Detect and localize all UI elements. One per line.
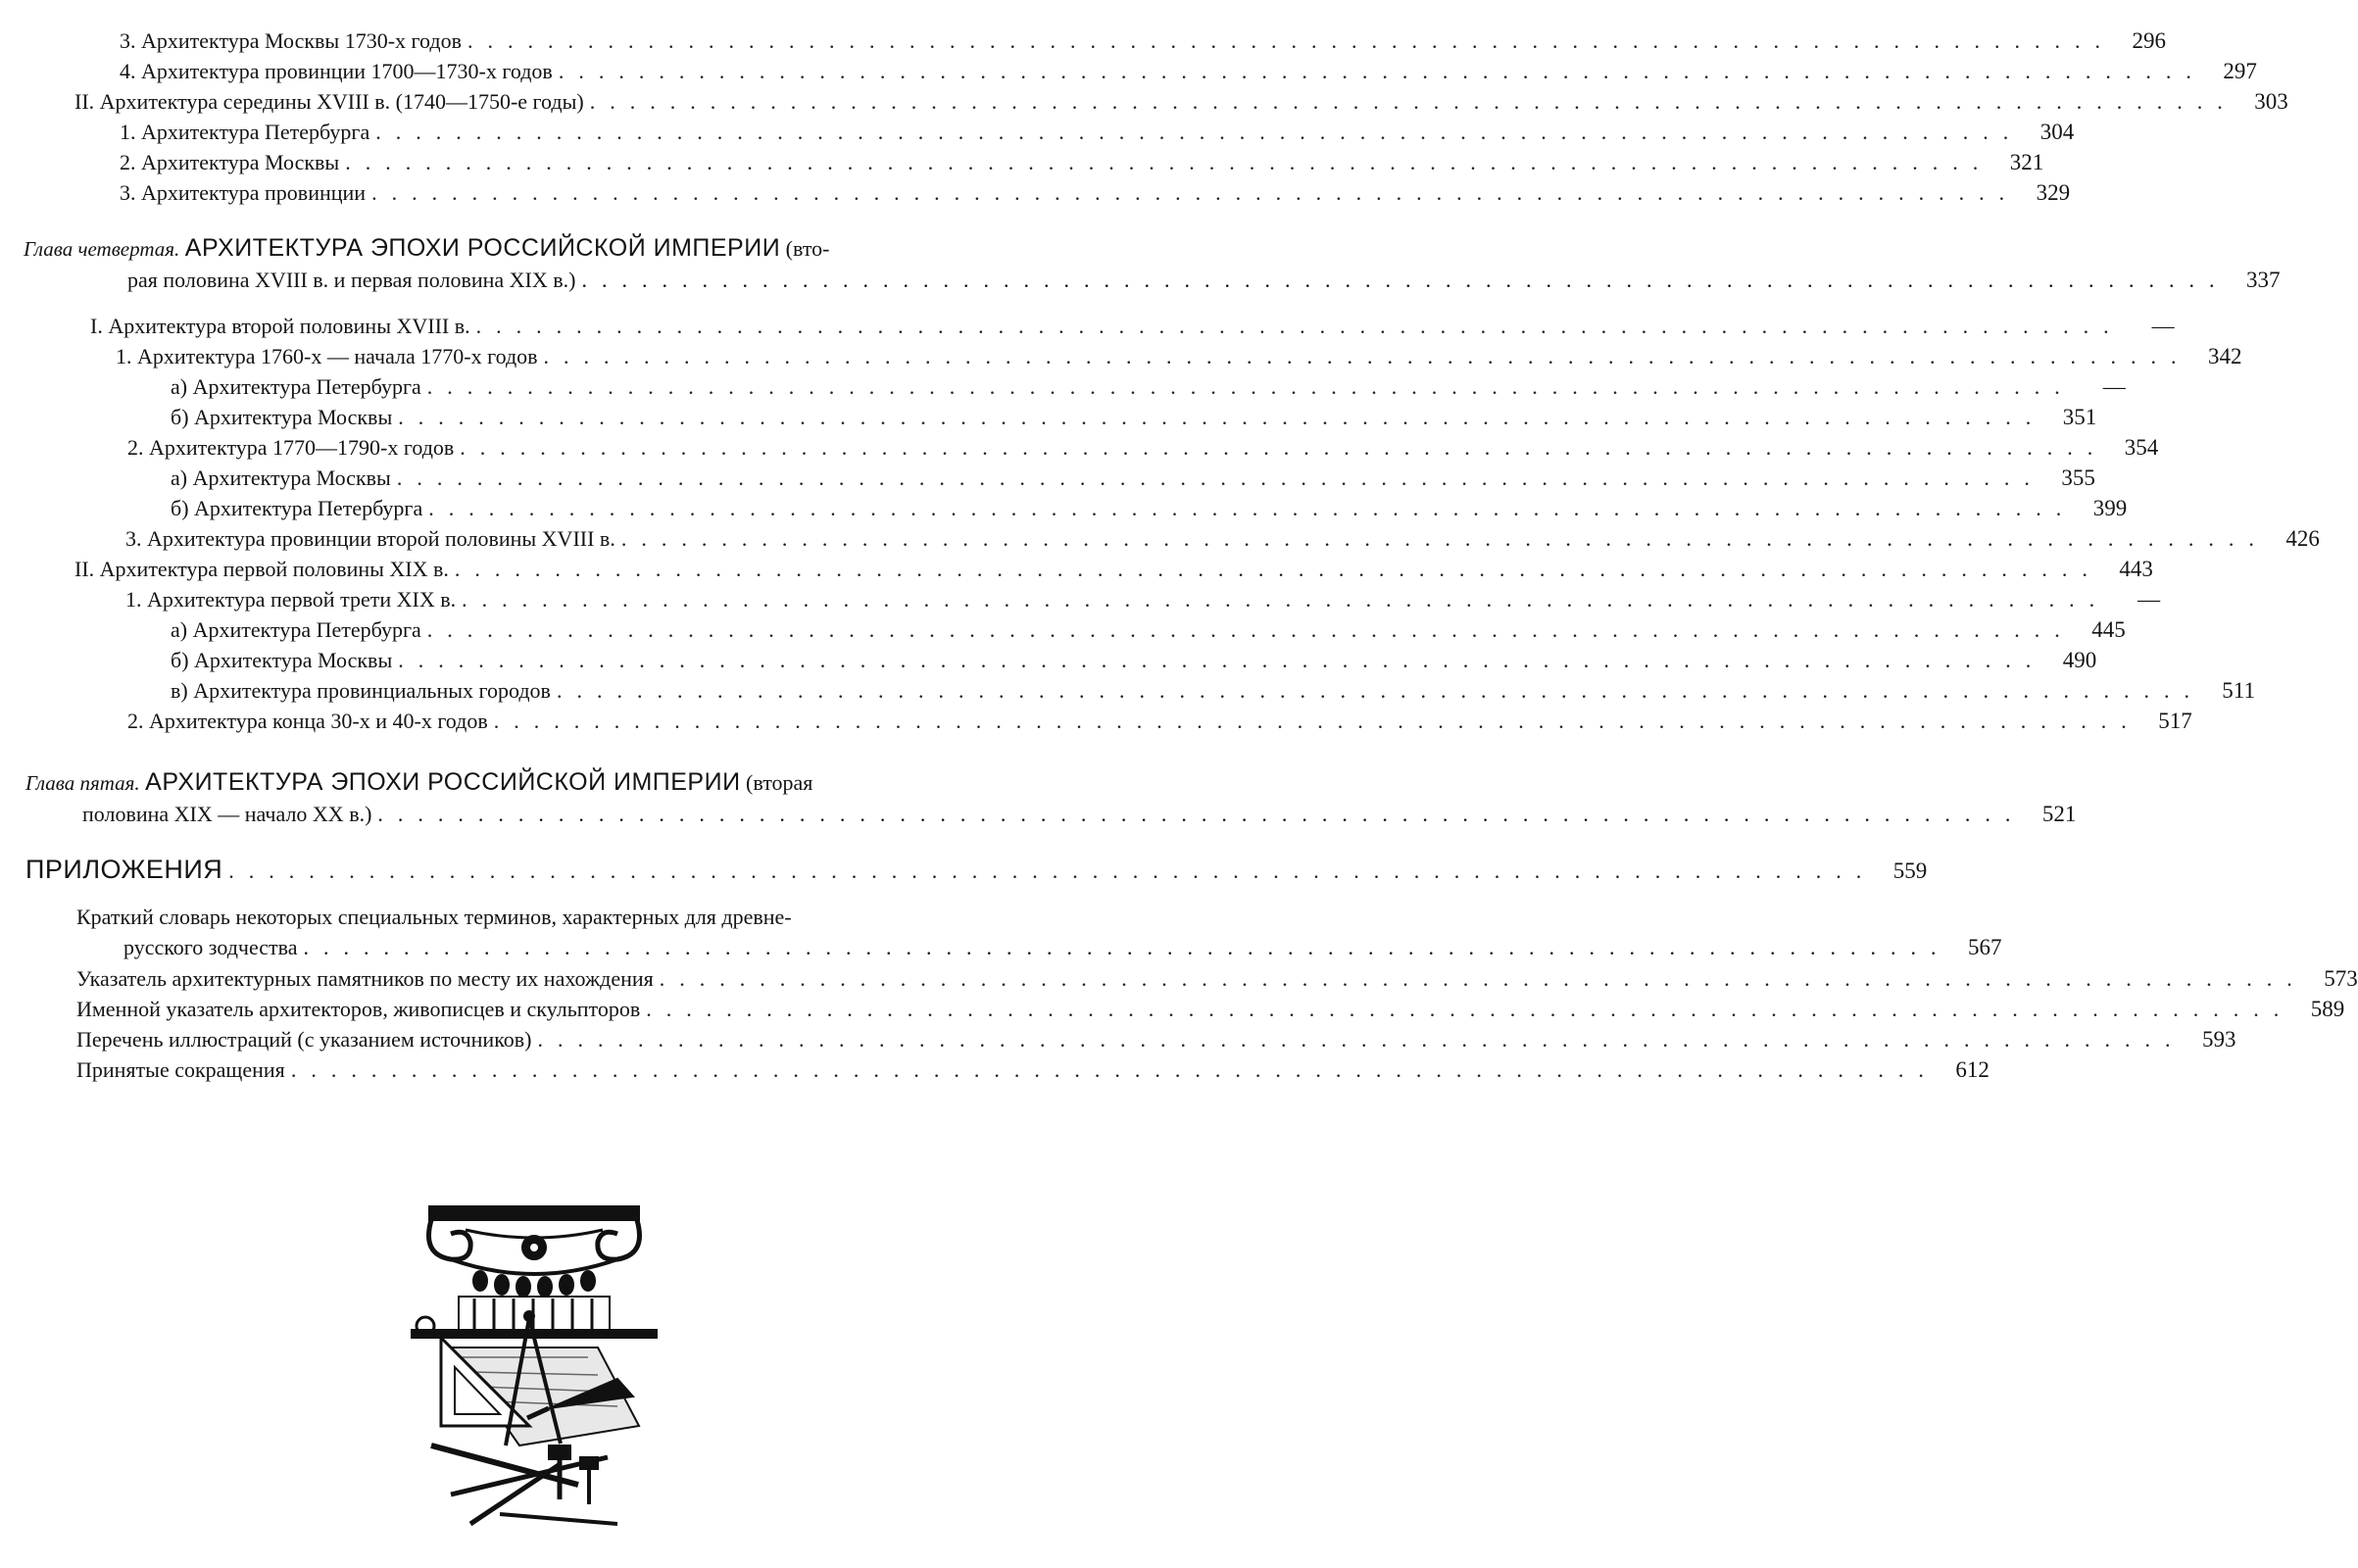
toc-entry-text: 3. Архитектура Москвы 1730-х годов [120,28,462,53]
toc-page-number: 517 [2158,709,2192,733]
leader-dots: .................................................................................. [467,28,2115,53]
toc-entry [171,614,2126,645]
leader-dots: .................................................................................. [493,709,2141,733]
toc-page-number: 351 [2062,405,2097,429]
toc-entry-text: а) Архитектура Москвы [171,466,391,490]
toc-entry [120,177,2071,208]
toc-page-number: 612 [1955,1057,1990,1082]
chapter-title-continued: половина XIX — начало XX в.) [82,802,372,826]
toc-entry [120,147,2044,177]
toc-entry [127,706,2192,736]
toc-entry [120,117,2075,147]
chapter-title: АРХИТЕКТУРА ЭПОХИ РОССИЙСКОЙ ИМПЕРИИ [145,768,741,796]
toc-entry [171,675,2255,706]
toc-page-number: 445 [2091,617,2126,642]
toc-page-number: 354 [2124,435,2159,460]
toc-entry-text: 2. Архитектура Москвы [120,150,340,174]
leader-dots: .................................................................................. [426,617,2075,642]
leader-dots: .................................................................................. [454,557,2102,581]
toc-page-number: 490 [2062,648,2097,672]
toc-entry-text: 3. Архитектура провинции второй половины XVIII в. [125,526,615,551]
toc-page-number: 593 [2202,1027,2236,1052]
toc-entry [171,463,2095,493]
toc-entry-text: 3. Архитектура провинции [120,180,367,205]
toc-entry-text: в) Архитектура провинциальных городов [171,678,551,703]
appendix-item-line: русского зодчества [123,935,298,959]
toc-entry-text: а) Архитектура Петербурга [171,617,421,642]
toc-page-number: 399 [2092,496,2128,520]
toc-page-number: 567 [1968,935,2002,959]
toc-entry-text: б) Архитектура Москвы [171,405,393,429]
leader-dots: .................................................................................. [462,587,2110,612]
leader-dots: .................................................................................. [589,89,2237,114]
toc-entry-text: б) Архитектура Петербурга [171,496,423,520]
leader-dots: .................................................................................. [377,802,2026,826]
toc-entry [74,554,2153,584]
toc-page-number: — [2137,587,2161,612]
appendix-item [76,1024,2236,1054]
toc-entry [74,86,2288,117]
chapter-label: Глава четвертая. [24,237,180,261]
leader-dots: .................................................................................. [398,405,2046,429]
chapter-title-tail: (вторая [746,770,813,795]
leader-dots: .................................................................................. [537,1027,2186,1052]
leader-dots: .................................................................................. [290,1057,1939,1082]
leader-dots: .................................................................................. [428,496,2077,520]
toc-entry-text: а) Архитектура Петербурга [171,374,421,399]
toc-entry [171,493,2128,523]
chapter-title: АРХИТЕКТУРА ЭПОХИ РОССИЙСКОЙ ИМПЕРИИ [184,234,781,262]
toc-entry-text: 1. Архитектура Петербурга [120,120,370,144]
toc-page-number: 559 [1892,858,1928,883]
toc-page-number: 426 [2285,526,2320,551]
toc-entry-text: 1. Архитектура первой трети XIX в. [125,587,457,612]
toc-page-number: 573 [2324,966,2358,991]
leader-dots: .................................................................................. [558,59,2206,83]
appendix-heading [25,855,1928,886]
toc-entry-text: б) Архитектура Москвы [171,648,393,672]
toc-entry [90,311,2175,341]
toc-page-number: 296 [2132,28,2166,53]
leader-dots: .................................................................................. [460,435,2108,460]
appendix-item-text: Именной указатель архитекторов, живописцев и скульпторов [76,997,641,1021]
toc-page-number: 511 [2222,678,2255,703]
ionic-capital-with-architect-tools-icon [412,1200,657,1534]
chapter-5-heading [25,767,2077,829]
toc-page-number: 304 [2039,120,2075,144]
toc-page-number: 589 [2310,997,2345,1021]
toc-entry-text: 4. Архитектура провинции 1700—1730-х годов [120,59,553,83]
appendix-item-line: Краткий словарь некоторых специальных терминов, характерных для древне- [76,905,792,929]
appendix-item [76,1054,1990,1085]
appendix-item-text: Принятые сокращения [76,1057,285,1082]
toc-page-number: 303 [2254,89,2288,114]
toc-entry [171,645,2097,675]
leader-dots: .................................................................................. [659,966,2307,991]
leader-dots: .................................................................................. [646,997,2294,1021]
toc-entry [120,25,2166,56]
leader-dots: .................................................................................. [581,268,2230,292]
leader-dots: .................................................................................. [426,374,2075,399]
leader-dots: .................................................................................. [396,466,2044,490]
toc-entry-text: 2. Архитектура 1770—1790-х годов [127,435,455,460]
toc-entry-text: II. Архитектура середины XVIII в. (1740—1750-е годы) [74,89,584,114]
appendix-item-text: Указатель архитектурных памятников по месту их нахождения [76,966,654,991]
appendix-item-text: Перечень иллюстраций (с указанием источников) [76,1027,532,1052]
appendix-item [76,994,2345,1024]
toc-page-number: 337 [2245,268,2281,292]
toc-entry-text: 2. Архитектура конца 30-х и 40-х годов [127,709,488,733]
leader-dots: .................................................................................. [371,180,2020,205]
toc-page-number: 443 [2119,557,2153,581]
toc-entry [171,402,2097,432]
leader-dots: .................................................................................. [620,526,2269,551]
toc-entry [116,341,2242,371]
toc-page-number: — [2102,374,2126,399]
leader-dots: .................................................................................. [543,344,2191,368]
appendix-item [76,902,2002,962]
leader-dots: .................................................................................. [375,120,2024,144]
chapter-title-continued: рая половина XVIII в. и первая половина XIX в.) [127,268,576,292]
toc-page-number: 297 [2223,59,2257,83]
toc-entry-text: I. Архитектура второй половины XVIII в. [90,314,470,338]
toc-page-number: 342 [2208,344,2242,368]
toc-entry-text: 1. Архитектура 1760-х — начала 1770-х годов [116,344,538,368]
toc-entry [127,432,2159,463]
leader-dots: .................................................................................. [475,314,2124,338]
chapter-4-heading [24,233,2281,295]
leader-dots: .................................................................................. [556,678,2204,703]
toc-entry [125,584,2161,614]
toc-entry-text: II. Архитектура первой половины XIX в. [74,557,449,581]
toc-entry [125,523,2320,554]
toc-page-number: 521 [2041,802,2077,826]
leader-dots: .................................................................................. [398,648,2046,672]
toc-page-number: 329 [2036,180,2071,205]
toc-page-number: — [2151,314,2175,338]
toc-page-number: 355 [2061,466,2095,490]
leader-dots: .................................................................................. [303,935,1951,959]
toc-entry [171,371,2126,402]
chapter-label: Глава пятая. [25,771,140,795]
appendix-title: ПРИЛОЖЕНИЯ [25,855,223,884]
appendix-item [76,963,2358,994]
toc-page-number: 321 [2009,150,2044,174]
toc-entry [120,56,2257,86]
leader-dots: .................................................................................. [345,150,1993,174]
chapter-title-tail: (вто- [785,236,830,261]
leader-dots: .................................................................................. [228,858,1877,883]
